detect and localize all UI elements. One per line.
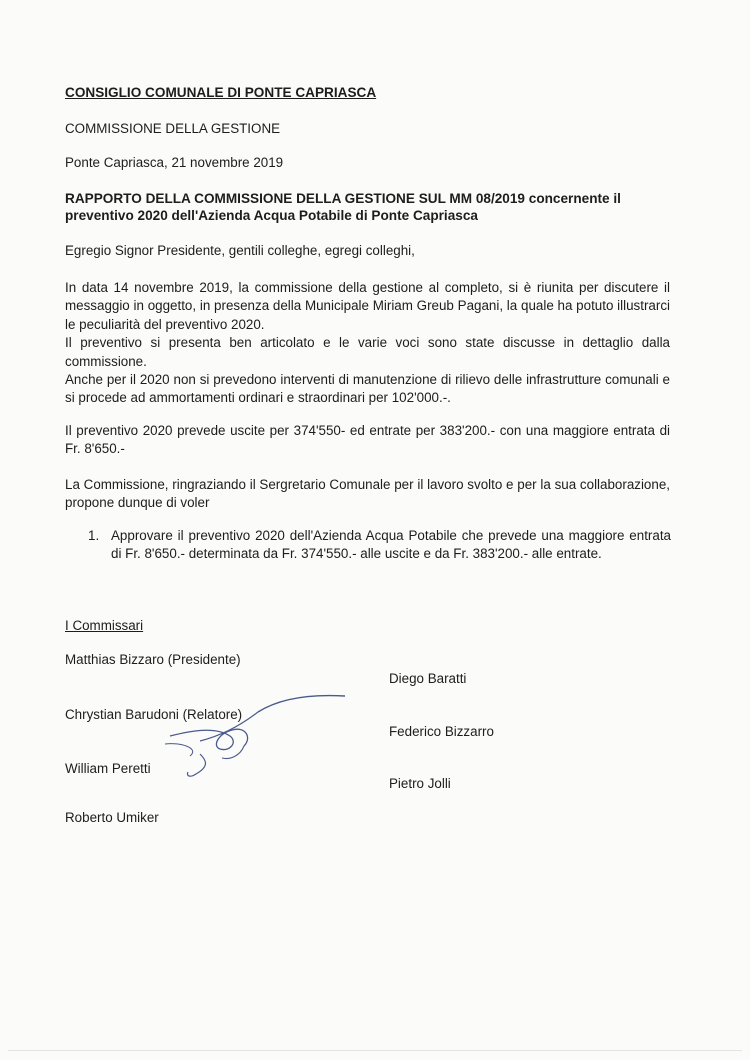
paragraph-maintenance: Anche per il 2020 non si prevedono interventi di manutenzione di rilievo delle infrastrutture comunali e si procede ad ammortamenti ordinari e straordinari per 102'000.-. [65, 372, 670, 406]
paragraph-budget: Il preventivo 2020 prevede uscite per 374'550- ed entrate per 383'200.- con una maggiore entrata di Fr. 8'650.- [65, 423, 670, 457]
resolution-text: Approvare il preventivo 2020 dell'Azienda Acqua Potabile che prevede una maggiore entrata di Fr. 8'650.- determinata da Fr. 374'550.- alle uscite e da Fr. 383'200.- alle entrate. [111, 528, 671, 562]
handwritten-signature-icon [160, 686, 360, 781]
commissioners-heading: I Commissari [65, 618, 144, 633]
paragraph-meeting: In data 14 novembre 2019, la commissione della gestione al completo, si è riunita per discutere il messaggio in oggetto, in presenza della Municipale Miriam Greub Pagani, la quale ha potuto illustrarci le peculiarità del preventivo 2020. [65, 280, 670, 332]
council-heading: CONSIGLIO COMUNALE DI PONTE CAPRIASCA [65, 85, 377, 100]
paragraph-articulation: Il preventivo si presenta ben articolato e le varie voci sono state discusse in dettaglio dalla commissione. [65, 335, 670, 369]
signatory-rapporteur: Chrystian Barudoni (Relatore) [65, 707, 243, 722]
signatory-umiker: Roberto Umiker [65, 810, 159, 825]
signatory-jolli: Pietro Jolli [389, 776, 451, 791]
commission-heading: COMMISSIONE DELLA GESTIONE [65, 121, 281, 136]
paragraph-proposal: La Commissione, ringraziando il Sergretario Comunale per il lavoro svolto e per la sua collaborazione, propone dunque di voler [65, 477, 670, 511]
signatory-baratti: Diego Baratti [389, 671, 467, 686]
resolution-number: 1. [88, 528, 100, 543]
signatory-bizzarro: Federico Bizzarro [389, 724, 494, 739]
bottom-divider [8, 1050, 742, 1051]
body-block [65, 279, 670, 408]
report-title-line2: preventivo 2020 dell'Azienda Acqua Potabile di Ponte Capriasca [65, 208, 478, 223]
report-title-line1: RAPPORTO DELLA COMMISSIONE DELLA GESTIONE SUL MM 08/2019 concernente il [65, 191, 621, 206]
salutation: Egregio Signor Presidente, gentili colleghe, egregi colleghi, [65, 243, 415, 258]
signatory-president: Matthias Bizzaro (Presidente) [65, 652, 241, 667]
place-date: Ponte Capriasca, 21 novembre 2019 [65, 155, 284, 170]
signatory-peretti: William Peretti [65, 761, 151, 776]
